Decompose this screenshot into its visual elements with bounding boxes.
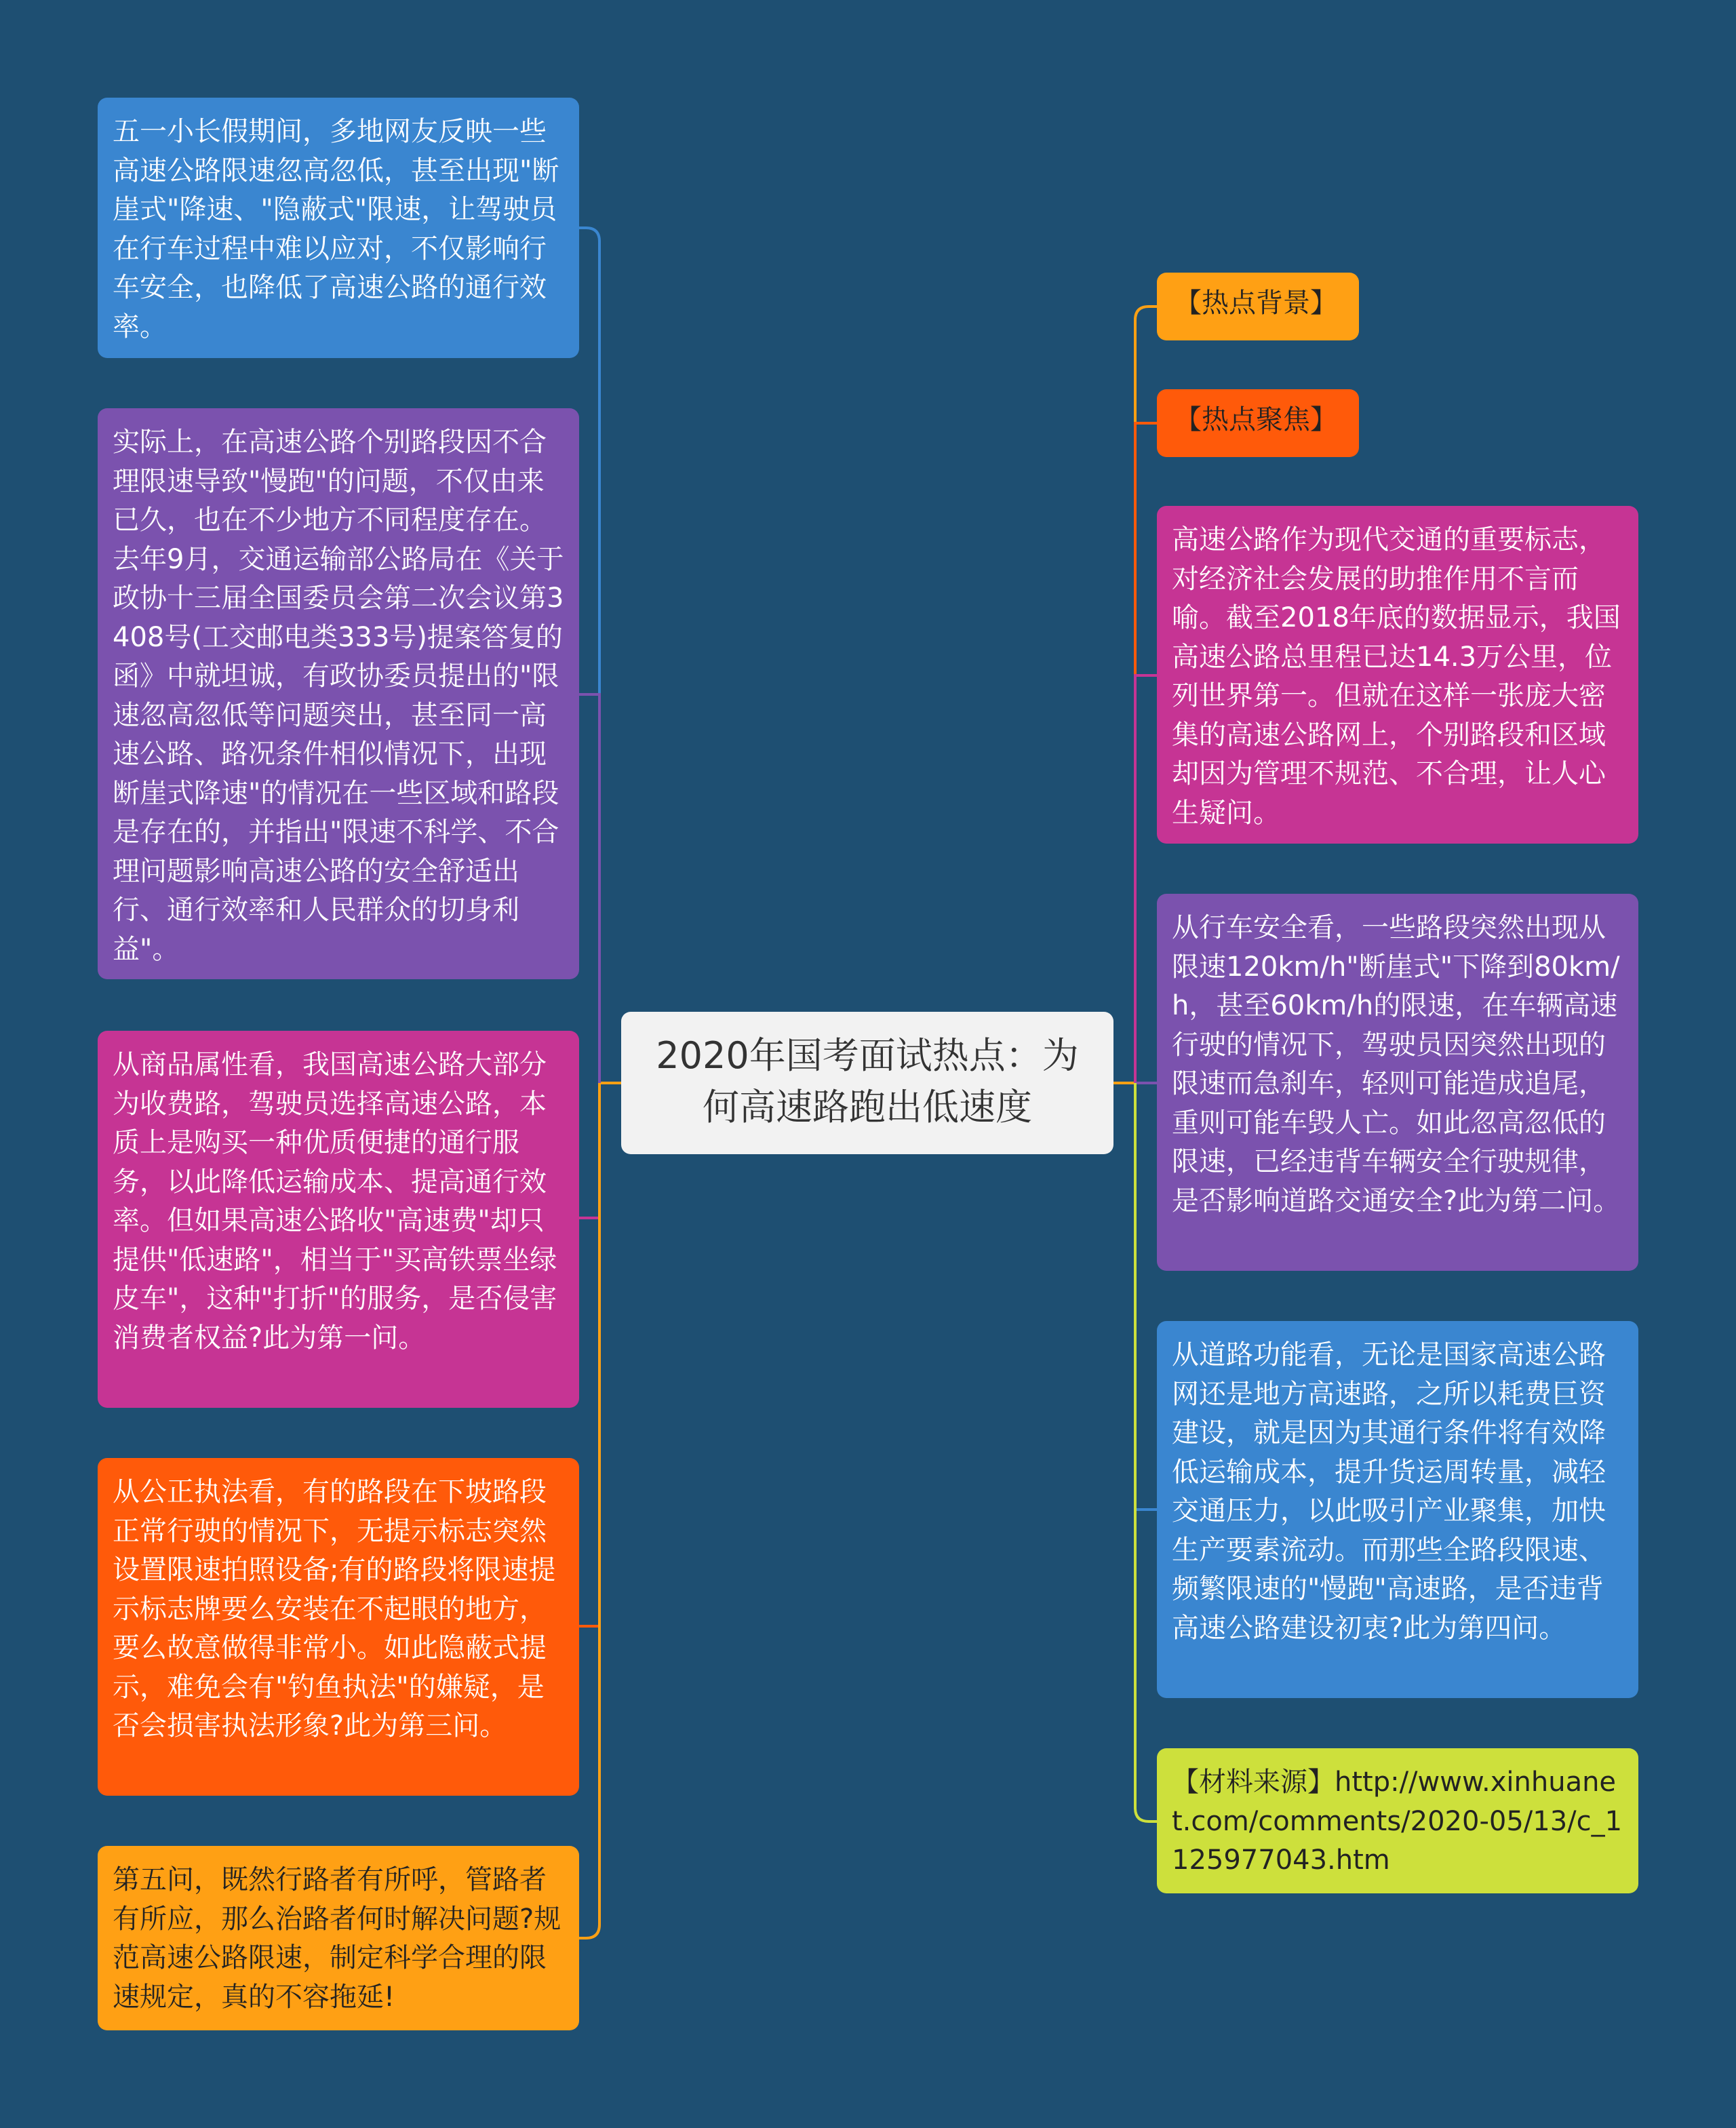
topic-node-left-5[interactable]: [98, 1846, 579, 2030]
topic-node-left-2[interactable]: [98, 408, 579, 979]
topic-node-material-source[interactable]: [1157, 1748, 1638, 1893]
connector-right-r3: [1135, 675, 1157, 1083]
topic-text: 高速公路作为现代交通的重要标志，对经济社会发展的助推作用不言而喻。截至2018年底的数据显示，我国高速公路总里程已达14.3万公里，位列世界第一。但就在这样一张庞大密集的高速公路网上，个别路段和区域却因为管理不规范、不合理，让人心生疑问。: [1172, 524, 1621, 829]
topic-text: 【热点聚焦】: [1175, 404, 1337, 435]
topic-text: 五一小长假期间，多地网友反映一些高速公路限速忽高忽低，甚至出现"断崖式"降速、"隐蔽式"限速，让驾驶员在行车过程中难以应对，不仅影响行车安全，也降低了高速公路的通行效率。: [113, 116, 559, 342]
topic-text: 从道路功能看，无论是国家高速公路网还是地方高速路，之所以耗费巨资建设，就是因为其通行条件将有效降低运输成本，提升货运周转量，减轻交通压力，以此吸引产业聚集，加快生产要素流动。而那些全路段限速、频繁限速的"慢跑"高速路，是否违背高速公路建设初衷?此为第四问。: [1172, 1339, 1606, 1644]
connector-left-l4: [579, 1083, 599, 1626]
connector-right-r2: [1135, 423, 1157, 1083]
topic-node-right-5[interactable]: [1157, 1321, 1638, 1698]
topic-text: 第五问，既然行路者有所呼，管路者有所应，那么治路者何时解决问题?规范高速公路限速，制定科学合理的限速规定，真的不容拖延!: [113, 1864, 561, 2013]
topic-text: 【材料来源】http://www.xinhuanet.com/comments/2020-05/13/c_1125977043.htm: [1172, 1767, 1623, 1876]
topic-node-right-3[interactable]: [1157, 506, 1638, 844]
topic-node-hot-focus[interactable]: [1157, 389, 1359, 457]
connector-right-r6: [1135, 1083, 1157, 1821]
topic-text: 从行车安全看，一些路段突然出现从限速120km/h"断崖式"下降到80km/h，甚至60km/h的限速，在车辆高速行驶的情况下，驾驶员因突然出现的限速而急刹车，轻则可能造成追尾，重则可能车毁人亡。如此忽高忽低的限速，已经违背车辆安全行驶规律，是否影响道路交通安全?此为第二问。: [1172, 912, 1621, 1217]
topic-text: 从公正执法看，有的路段在下坡路段正常行驶的情况下，无提示标志突然设置限速拍照设备;有的路段将限速提示标志牌要么安装在不起眼的地方，要么故意做得非常小。如此隐蔽式提示，难免会有"钓鱼执法"的嫌疑，是否会损害执法形象?此为第三问。: [113, 1476, 556, 1741]
topic-node-left-4[interactable]: [98, 1458, 579, 1796]
topic-text: 【热点背景】: [1175, 288, 1337, 319]
topic-node-right-4[interactable]: [1157, 894, 1638, 1271]
topic-node-left-3[interactable]: [98, 1031, 579, 1408]
connector-left-l5: [579, 1083, 599, 1938]
central-topic[interactable]: 2020年国考面试热点：为何高速路跑出低速度: [621, 1012, 1113, 1154]
connector-left-l1: [579, 228, 599, 1083]
topic-node-hot-background[interactable]: [1157, 273, 1359, 340]
topic-text: 从商品属性看，我国高速公路大部分为收费路，驾驶员选择高速公路，本质上是购买一种优质便捷的通行服务，以此降低运输成本、提高通行效率。但如果高速公路收"高速费"却只提供"低速路"，相当于"买高铁票坐绿皮车"，这种"打折"的服务，是否侵害消费者权益?此为第一问。: [113, 1049, 557, 1354]
topic-text: 实际上，在高速公路个别路段因不合理限速导致"慢跑"的问题，不仅由来已久，也在不少地方不同程度存在。去年9月，交通运输部公路局在《关于政协十三届全国委员会第二次会议第3408号(工交邮电类333号)提案答复的函》中就坦诚，有政协委员提出的"限速忽高忽低等问题突出，甚至同一高速公路、路况条件相似情况下，出现断崖式降速"的情况在一些区域和路段是存在的，并指出"限速不科学、不合理问题影响高速公路的安全舒适出行、通行效率和人民群众的切身利益"。: [113, 427, 564, 965]
connector-left-l2: [579, 694, 599, 1083]
topic-node-left-1[interactable]: [98, 98, 579, 358]
connector-right-r5: [1135, 1083, 1157, 1510]
connector-left-l3: [579, 1083, 599, 1218]
